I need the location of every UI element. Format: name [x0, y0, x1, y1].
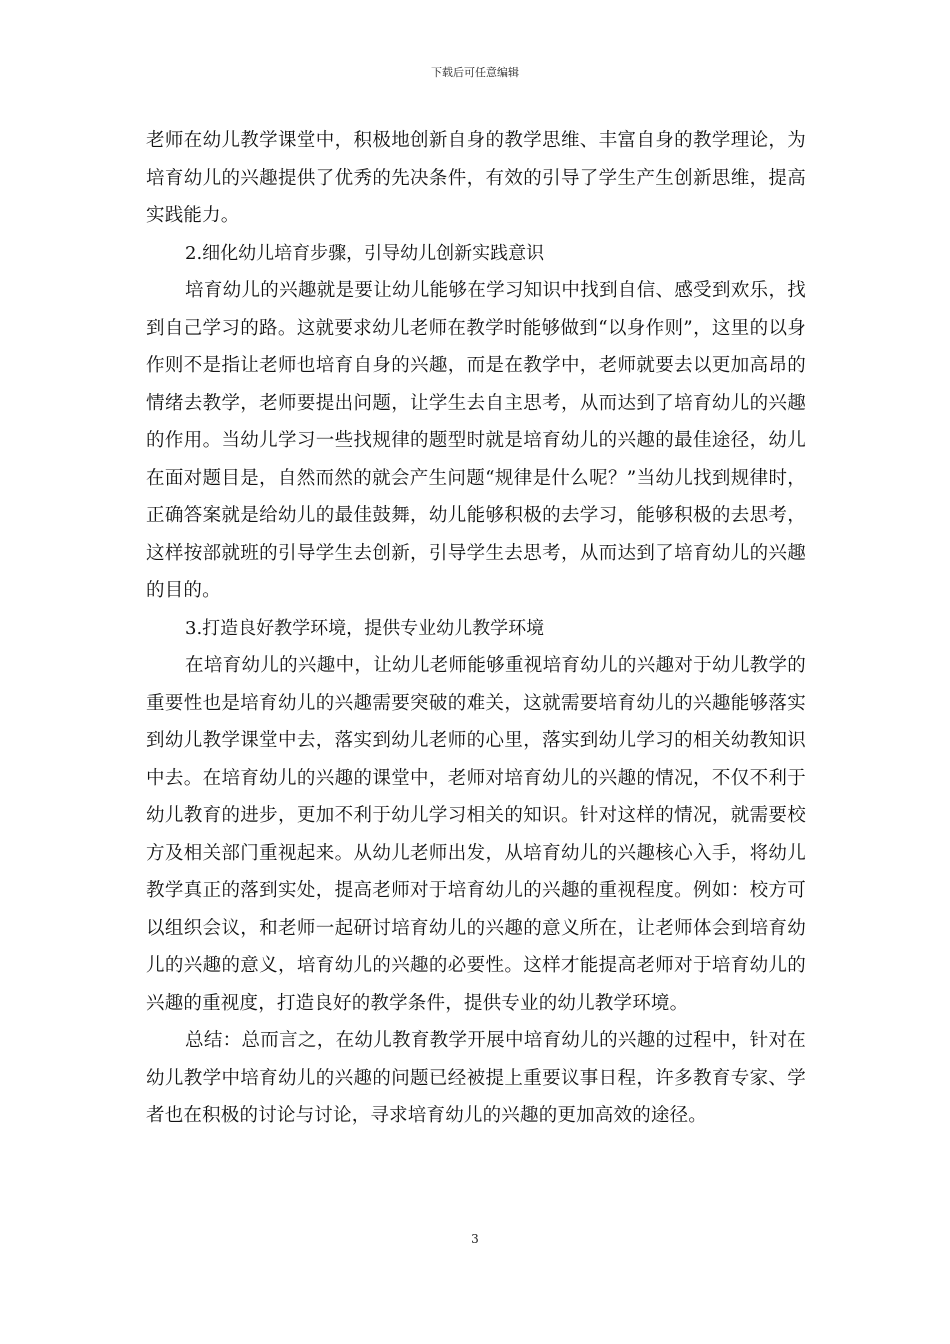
body-paragraph: 老师在幼儿教学课堂中，积极地创新自身的教学思维、丰富自身的教学理论，为培育幼儿的兴趣提供了优秀的先决条件，有效的引导了学生产生创新思维，提高实践能力。 — [146, 130, 806, 226]
section-heading: 3.打造良好教学环境，提供专业幼儿教学环境 — [185, 617, 545, 639]
section-heading: 2.细化幼儿培育步骤，引导幼儿创新实践意识 — [185, 242, 545, 264]
page-header: 下载后可任意编辑 — [431, 66, 519, 79]
body-paragraph: 培育幼儿的兴趣就是要让幼儿能够在学习知识中找到自信、感受到欢乐，找到自己学习的路。这就要求幼儿老师在教学时能够做到“以身作则”，这里的以身作则不是指让老师也培育自身的兴趣，而是在教学中，老师就要去以更加高昂的情绪去教学，老师要提出问题，让学生去自主思考，从而达到了培育幼儿的兴趣的作用。当幼儿学习一些找规律的题型时就是培育幼儿的兴趣的最佳途径，幼儿在面对题目是，自然而然的就会产生问题“规律是什么呢？”当幼儿找到规律时，正确答案就是给幼儿的最佳鼓舞，幼儿能够积极的去学习，能够积极的去思考，这样按部就班的引导学生去创新，引导学生去思考，从而达到了培育幼儿的兴趣的目的。 — [146, 280, 806, 601]
page-number: 3 — [471, 1232, 479, 1246]
summary-paragraph: 总结：总而言之，在幼儿教育教学开展中培育幼儿的兴趣的过程中，针对在幼儿教学中培育幼儿的兴趣的问题已经被提上重要议事日程，许多教育专家、学者也在积极的讨论与讨论，寻求培育幼儿的兴趣的更加高效的途径。 — [146, 1030, 806, 1126]
body-paragraph: 在培育幼儿的兴趣中，让幼儿老师能够重视培育幼儿的兴趣对于幼儿教学的重要性也是培育幼儿的兴趣需要突破的难关，这就需要培育幼儿的兴趣能够落实到幼儿教学课堂中去，落实到幼儿老师的心里，落实到幼儿学习的相关幼教知识中去。在培育幼儿的兴趣的课堂中，老师对培育幼儿的兴趣的情况，不仅不利于幼儿教育的进步，更加不利于幼儿学习相关的知识。针对这样的情况，就需要校方及相关部门重视起来。从幼儿老师出发，从培育幼儿的兴趣核心入手，将幼儿教学真正的落到实处，提高老师对于培育幼儿的兴趣的重视程度。例如：校方可以组织会议，和老师一起研讨培育幼儿的兴趣的意义所在，让老师体会到培育幼儿的兴趣的意义，培育幼儿的兴趣的必要性。这样才能提高老师对于培育幼儿的兴趣的重视度，打造良好的教学条件，提供专业的幼儿教学环境。 — [146, 655, 806, 1014]
document-body — [146, 122, 806, 1135]
